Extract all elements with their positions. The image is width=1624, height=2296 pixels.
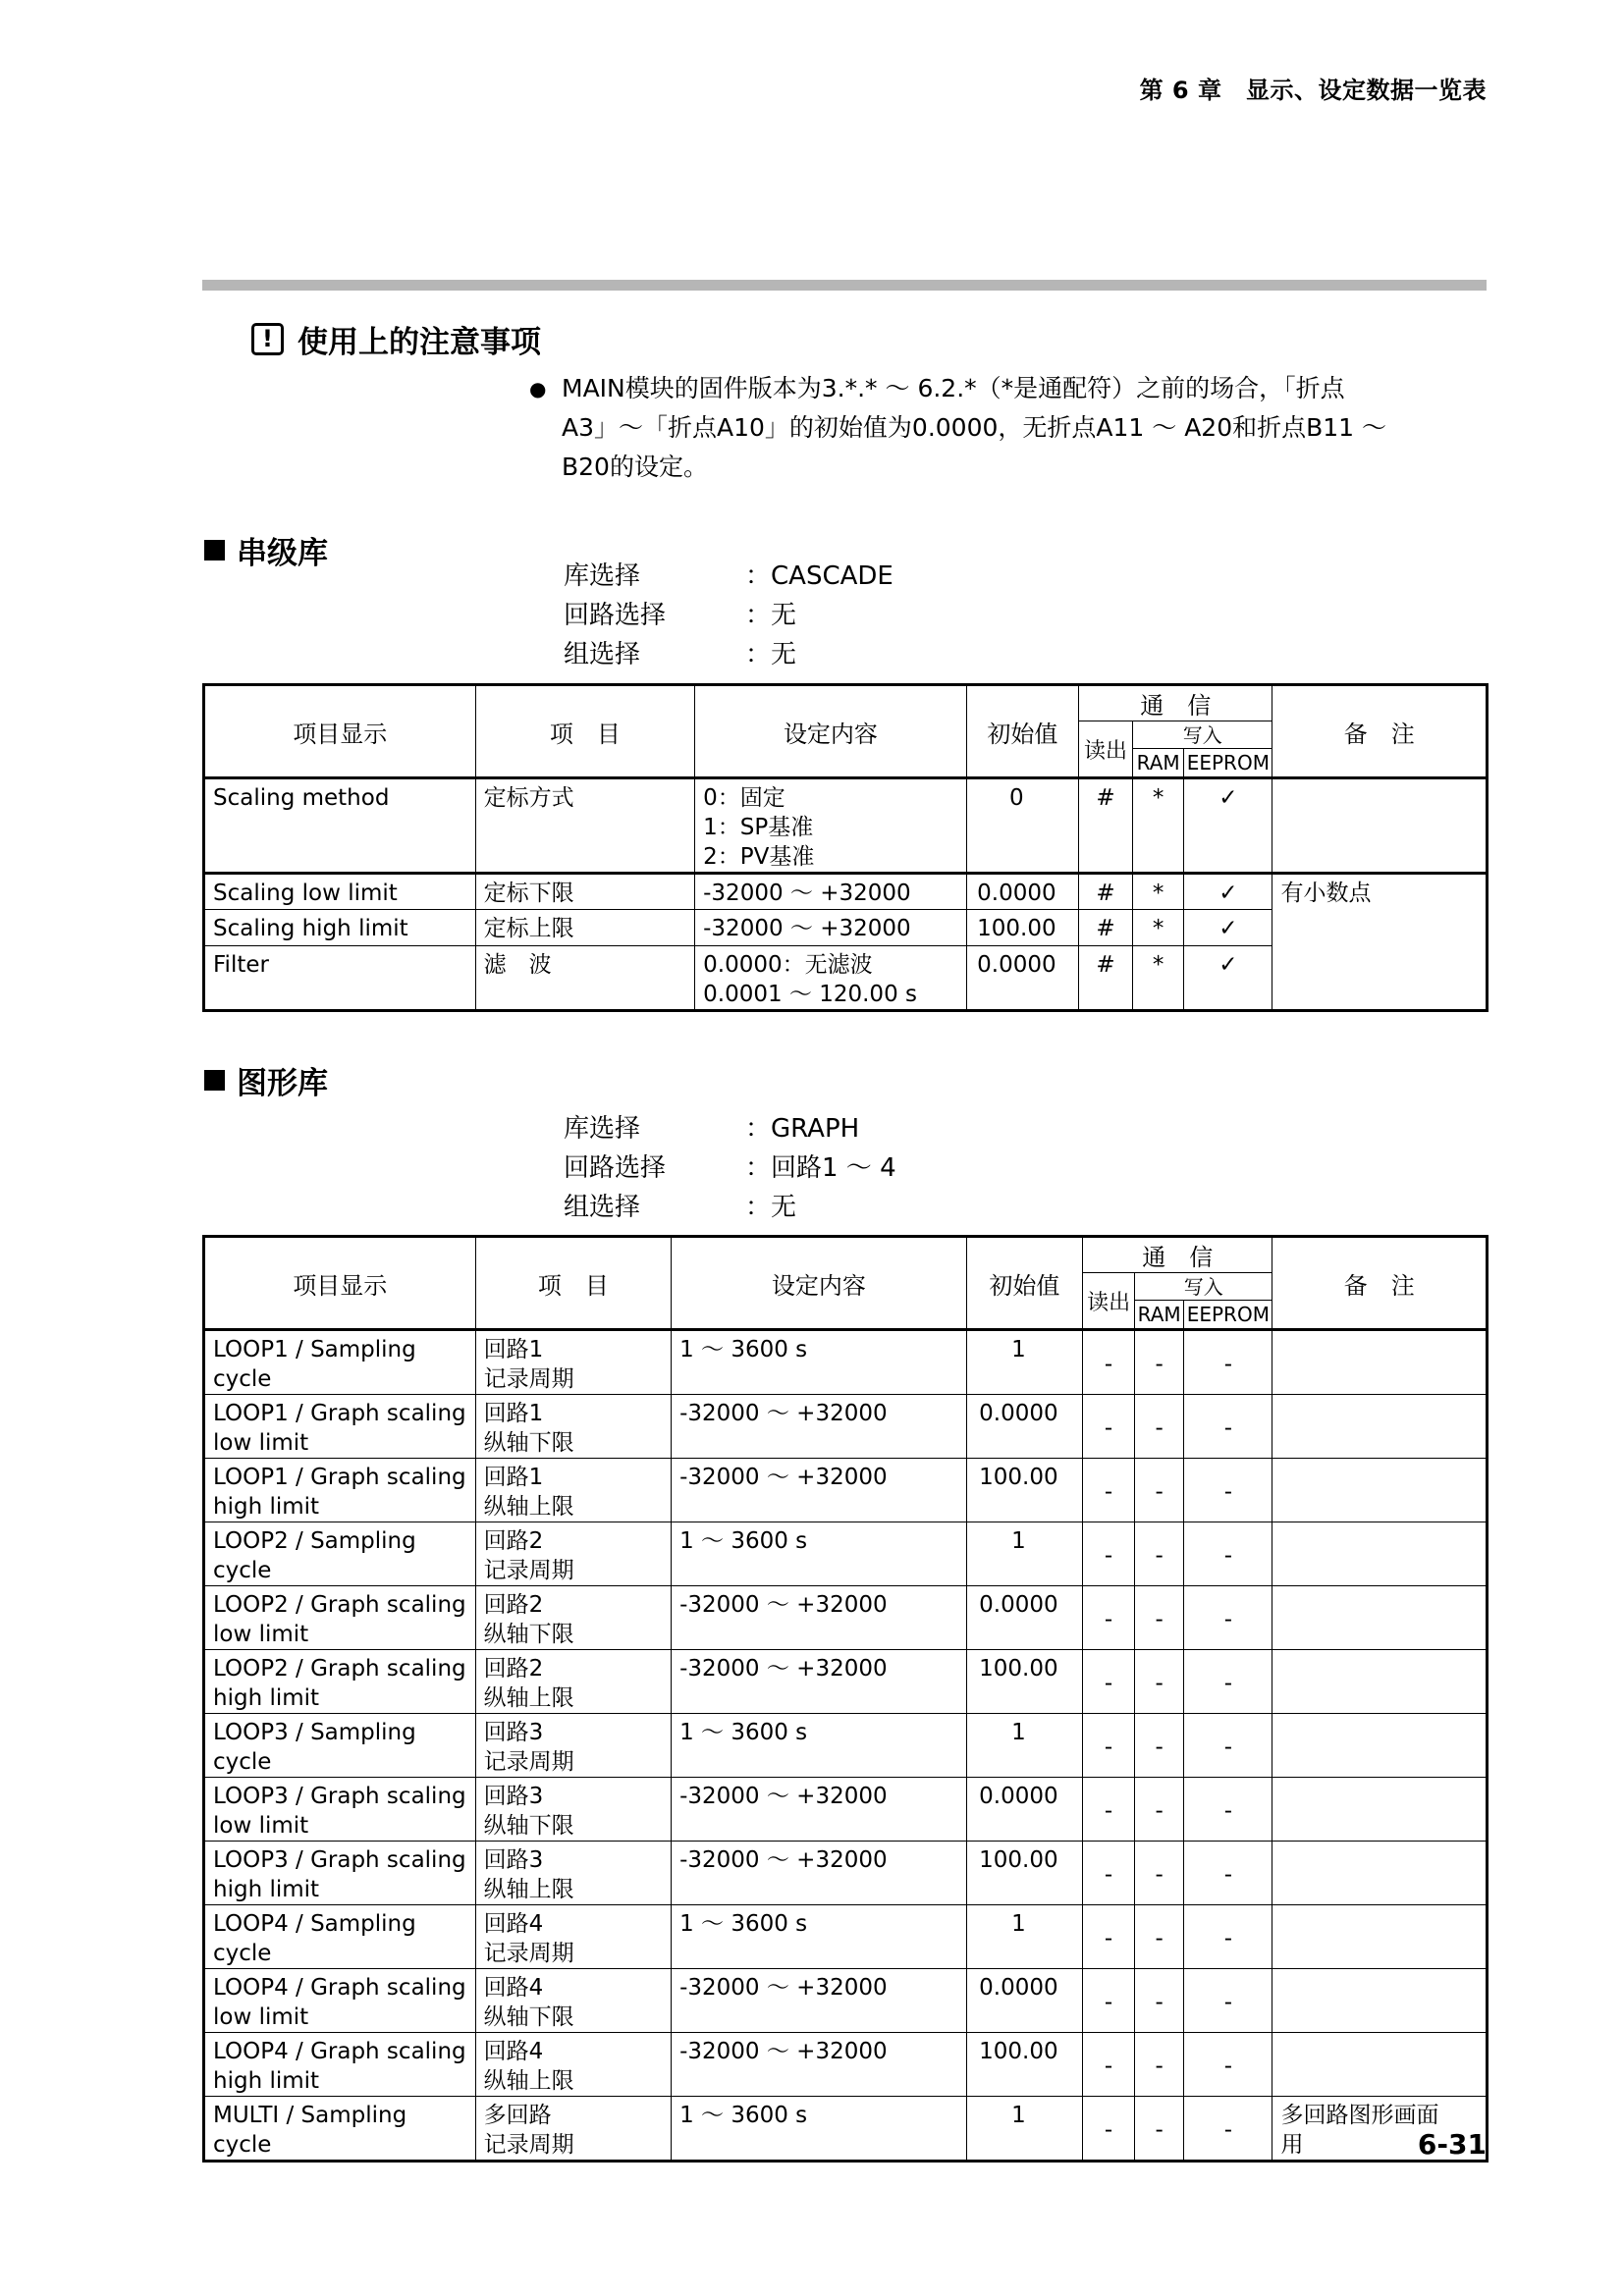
cell-remark — [1272, 1522, 1488, 1586]
cell-display-line: LOOP4 / Sampling — [213, 1911, 416, 1937]
graph-section-title — [204, 1060, 328, 1099]
cell-read: - — [1083, 1459, 1135, 1522]
cell-item — [475, 1969, 671, 2033]
cell-eeprom: ✓ — [1184, 946, 1272, 1011]
square-bullet-icon — [204, 540, 225, 561]
graph-selections — [564, 1109, 896, 1227]
cell-display — [204, 2033, 476, 2097]
cell-display-line: high limit — [213, 2068, 320, 2094]
cell-item-line: 回路3 — [483, 1784, 544, 1809]
cell-display-line: LOOP3 / Graph scaling — [213, 1784, 466, 1809]
cell-initial: 0.0000 — [966, 1395, 1082, 1459]
cell-ram: * — [1133, 778, 1184, 874]
col-header-read: 读出 — [1083, 1273, 1135, 1330]
cell-eeprom: - — [1184, 1522, 1272, 1586]
cell-initial: 100.00 — [966, 1459, 1082, 1522]
col-header-comm: 通 信 — [1079, 685, 1272, 721]
cell-display-line: cycle — [213, 2132, 272, 2158]
cell-remark — [1272, 1714, 1488, 1778]
cell-setting: 1 ～ 3600 s — [672, 1330, 967, 1395]
cell-display-line: LOOP1 / Graph scaling — [213, 1401, 466, 1426]
selection-value: ：GRAPH — [745, 1114, 860, 1144]
col-header-initial: 初始值 — [966, 685, 1078, 778]
cell-setting: 1 ～ 3600 s — [672, 1522, 967, 1586]
cell-item-line: 纵轴上限 — [483, 1877, 574, 1902]
cell-display — [204, 1522, 476, 1586]
cell-item-line: 回路4 — [483, 1975, 544, 2001]
cell-ram: - — [1135, 1330, 1184, 1395]
cell-setting: -32000 ～ +32000 — [672, 1395, 967, 1459]
cell-item-line: 纵轴上限 — [483, 1494, 574, 1520]
cell-item-line: 回路3 — [483, 1847, 544, 1873]
col-header-remark: 备 注 — [1272, 685, 1488, 778]
cell-setting: -32000 ～ +32000 — [672, 2033, 967, 2097]
cell-eeprom: - — [1184, 1778, 1272, 1842]
cell-item — [475, 2033, 671, 2097]
cell-display-line: LOOP2 / Sampling — [213, 1528, 416, 1554]
selection-label: 组选择 — [564, 640, 641, 669]
setting-line: 0：固定 — [703, 785, 785, 811]
chapter-header: 第 6 章 显示、设定数据一览表 — [1139, 77, 1487, 104]
cell-read: # — [1079, 874, 1133, 910]
cell-item — [475, 1778, 671, 1842]
table-row — [204, 1522, 1488, 1586]
cell-read: - — [1083, 1395, 1135, 1459]
cell-eeprom: - — [1184, 1586, 1272, 1650]
table-row — [204, 1714, 1488, 1778]
cell-eeprom: ✓ — [1184, 910, 1272, 946]
cell-ram: - — [1135, 1650, 1184, 1714]
selection-row — [564, 635, 893, 674]
selection-row — [564, 1188, 896, 1227]
col-header-item: 项 目 — [475, 1237, 671, 1330]
cell-display-line: high limit — [213, 1494, 320, 1520]
cell-eeprom: - — [1184, 1969, 1272, 2033]
cell-display — [204, 1586, 476, 1650]
col-header-comm: 通 信 — [1083, 1237, 1272, 1273]
graph-table — [202, 1235, 1489, 2163]
cell-read: - — [1083, 1330, 1135, 1395]
cell-display-line: low limit — [213, 1430, 309, 1456]
cascade-selections — [564, 557, 893, 674]
cell-item: 定标上限 — [475, 910, 695, 946]
section-title-text: 图形库 — [237, 1065, 328, 1101]
cell-remark — [1272, 778, 1488, 874]
cell-read: - — [1083, 1586, 1135, 1650]
cell-ram: - — [1135, 2033, 1184, 2097]
cell-ram: - — [1135, 1395, 1184, 1459]
cell-display-line: high limit — [213, 1877, 320, 1902]
cell-read: # — [1079, 778, 1133, 874]
selection-label: 库选择 — [564, 1114, 641, 1144]
cell-item: 定标下限 — [475, 874, 695, 910]
table-row — [204, 874, 1488, 910]
selection-label: 组选择 — [564, 1193, 641, 1222]
selection-value: ：无 — [745, 1193, 797, 1222]
cell-item — [475, 1459, 671, 1522]
cell-item-line: 记录周期 — [483, 1366, 574, 1392]
cell-item-line: 回路3 — [483, 1720, 544, 1745]
selection-label: 回路选择 — [564, 1153, 667, 1183]
cell-item — [475, 1330, 671, 1395]
col-header-display: 项目显示 — [204, 1237, 476, 1330]
cell-display — [204, 1330, 476, 1395]
cell-read: # — [1079, 910, 1133, 946]
cell-item — [475, 1522, 671, 1586]
cell-display — [204, 1395, 476, 1459]
cell-display-line: LOOP2 / Graph scaling — [213, 1656, 466, 1682]
col-header-item: 项 目 — [475, 685, 695, 778]
selection-row — [564, 1148, 896, 1188]
col-header-eeprom: EEPROM — [1184, 749, 1272, 778]
cell-item-line: 回路4 — [483, 1911, 544, 1937]
table-row — [204, 2033, 1488, 2097]
cell-ram: * — [1133, 910, 1184, 946]
cell-initial: 0.0000 — [966, 874, 1078, 910]
cell-display-line: LOOP1 / Sampling — [213, 1337, 416, 1362]
cell-initial: 1 — [966, 1522, 1082, 1586]
table-row — [204, 1650, 1488, 1714]
cell-eeprom: - — [1184, 1650, 1272, 1714]
cell-initial: 0.0000 — [966, 1778, 1082, 1842]
cell-item-line: 记录周期 — [483, 1558, 574, 1583]
selection-row — [564, 1109, 896, 1148]
cell-initial: 1 — [966, 1905, 1082, 1969]
cell-ram: * — [1133, 874, 1184, 910]
cell-read: - — [1083, 1842, 1135, 1905]
col-header-ram: RAM — [1133, 749, 1184, 778]
cell-item-line: 纵轴下限 — [483, 1622, 574, 1647]
cell-display-line: high limit — [213, 1685, 320, 1711]
col-header-setting: 设定内容 — [695, 685, 967, 778]
cell-display-line: low limit — [213, 2004, 309, 2030]
cell-ram: - — [1135, 1714, 1184, 1778]
cell-display — [204, 2097, 476, 2162]
cell-read: - — [1083, 1778, 1135, 1842]
cell-item — [475, 1586, 671, 1650]
cell-eeprom: ✓ — [1184, 874, 1272, 910]
cell-initial: 100.00 — [966, 1842, 1082, 1905]
cell-remark-line: 用 — [1280, 2132, 1304, 2158]
cell-ram: - — [1135, 1778, 1184, 1842]
table-row — [204, 1969, 1488, 2033]
table-row — [204, 778, 1488, 874]
cell-remark — [1272, 1650, 1488, 1714]
header-rule — [202, 280, 1487, 291]
cell-item — [475, 1714, 671, 1778]
selection-value: ：CASCADE — [745, 561, 893, 591]
cell-display — [204, 1778, 476, 1842]
selection-value: ：回路1 ～ 4 — [745, 1153, 896, 1183]
col-header-eeprom: EEPROM — [1184, 1301, 1272, 1330]
cell-initial: 1 — [966, 1714, 1082, 1778]
cell-remark — [1272, 1330, 1488, 1395]
cell-eeprom: - — [1184, 1459, 1272, 1522]
cell-display: Scaling method — [204, 778, 476, 874]
cell-remark-line: 多回路图形画面 — [1280, 2103, 1439, 2128]
cell-setting: -32000 ～ +32000 — [695, 874, 967, 910]
cell-ram: - — [1135, 1459, 1184, 1522]
col-header-write: 写入 — [1133, 721, 1272, 749]
col-header-read: 读出 — [1079, 721, 1133, 778]
cascade-table — [202, 683, 1489, 1012]
cell-read: - — [1083, 1969, 1135, 2033]
cell-item — [475, 1395, 671, 1459]
cell-remark — [1272, 1905, 1488, 1969]
cell-item — [475, 2097, 671, 2162]
cell-display — [204, 1650, 476, 1714]
cell-initial: 0 — [966, 778, 1078, 874]
setting-line: 0.0001 ～ 120.00 s — [703, 982, 917, 1007]
cell-item — [475, 1842, 671, 1905]
cell-ram: - — [1135, 2097, 1184, 2162]
cell-remark — [1272, 1459, 1488, 1522]
cell-display-line: cycle — [213, 1366, 272, 1392]
cell-read: # — [1079, 946, 1133, 1011]
cell-display-line: low limit — [213, 1622, 309, 1647]
cell-read: - — [1083, 1714, 1135, 1778]
section-title-text: 串级库 — [237, 535, 328, 571]
cell-setting: -32000 ～ +32000 — [672, 1586, 967, 1650]
table-row — [204, 2097, 1488, 2162]
cell-display — [204, 1714, 476, 1778]
cell-eeprom: - — [1184, 1330, 1272, 1395]
cell-initial: 1 — [966, 2097, 1082, 2162]
cell-display-line: LOOP1 / Graph scaling — [213, 1465, 466, 1490]
cell-item-line: 纵轴上限 — [483, 2068, 574, 2094]
cell-display — [204, 1969, 476, 2033]
cell-item-line: 回路2 — [483, 1528, 544, 1554]
cell-item-line: 回路2 — [483, 1592, 544, 1618]
col-header-setting: 设定内容 — [672, 1237, 967, 1330]
cell-initial: 0.0000 — [966, 1586, 1082, 1650]
page-number: 6-31 — [1417, 2128, 1487, 2161]
cell-display-line: cycle — [213, 1558, 272, 1583]
cell-eeprom: - — [1184, 2033, 1272, 2097]
cell-initial: 0.0000 — [966, 1969, 1082, 2033]
cell-read: - — [1083, 1905, 1135, 1969]
cell-item — [475, 1905, 671, 1969]
cell-initial: 100.00 — [966, 910, 1078, 946]
setting-line: 1：SP基准 — [703, 815, 814, 840]
cell-ram: - — [1135, 1905, 1184, 1969]
col-header-display: 项目显示 — [204, 685, 476, 778]
cell-eeprom: - — [1184, 1842, 1272, 1905]
cell-item-line: 纵轴下限 — [483, 1813, 574, 1839]
cell-ram: - — [1135, 1586, 1184, 1650]
cell-item — [475, 1650, 671, 1714]
square-bullet-icon — [204, 1070, 225, 1091]
cell-display-line: cycle — [213, 1749, 272, 1775]
cell-display — [204, 1842, 476, 1905]
cell-display-line: LOOP2 / Graph scaling — [213, 1592, 466, 1618]
table-row — [204, 1459, 1488, 1522]
col-header-remark: 备 注 — [1272, 1237, 1488, 1330]
cell-display-line: MULTI / Sampling — [213, 2103, 407, 2128]
selection-value: ：无 — [745, 601, 797, 630]
table-row — [204, 1395, 1488, 1459]
table-row — [204, 1330, 1488, 1395]
cell-read: - — [1083, 1650, 1135, 1714]
cell-display-line: LOOP3 / Sampling — [213, 1720, 416, 1745]
cell-initial: 100.00 — [966, 2033, 1082, 2097]
cell-item-line: 纵轴下限 — [483, 1430, 574, 1456]
cell-read: - — [1083, 1522, 1135, 1586]
cell-setting: 1 ～ 3600 s — [672, 1905, 967, 1969]
notice-line: A3」～「折点A10」的初始值为0.0000，无折点A11 ～ A20和折点B11 ～ — [562, 413, 1387, 442]
cell-remark — [1272, 1842, 1488, 1905]
col-header-ram: RAM — [1135, 1301, 1184, 1330]
exclamation-icon: ! — [251, 323, 284, 355]
cell-display-line: LOOP4 / Graph scaling — [213, 1975, 466, 2001]
notice-title: 使用上的注意事项 — [298, 324, 541, 360]
cell-item-line: 回路1 — [483, 1337, 544, 1362]
cell-item: 滤 波 — [475, 946, 695, 1011]
cell-ram: - — [1135, 1522, 1184, 1586]
cell-eeprom: - — [1184, 2097, 1272, 2162]
cell-display-line: LOOP4 / Graph scaling — [213, 2039, 466, 2064]
cell-ram: - — [1135, 1969, 1184, 2033]
setting-line: 2：PV基准 — [703, 844, 815, 870]
cell-item-line: 记录周期 — [483, 1941, 574, 1966]
cell-item-line: 回路1 — [483, 1401, 544, 1426]
table-row — [204, 1778, 1488, 1842]
cell-display — [204, 1905, 476, 1969]
col-header-write: 写入 — [1135, 1273, 1272, 1301]
cell-item-line: 记录周期 — [483, 1749, 574, 1775]
cell-display — [204, 1459, 476, 1522]
table-row — [204, 1905, 1488, 1969]
cell-remark: 有小数点 — [1272, 874, 1488, 1011]
cell-setting: 1 ～ 3600 s — [672, 1714, 967, 1778]
col-header-initial: 初始值 — [966, 1237, 1082, 1330]
cell-read: - — [1083, 2097, 1135, 2162]
selection-label: 库选择 — [564, 561, 641, 591]
cell-eeprom: - — [1184, 1905, 1272, 1969]
cell-item-line: 回路4 — [483, 2039, 544, 2064]
cascade-section-title — [204, 530, 328, 569]
cell-remark — [1272, 1969, 1488, 2033]
cell-setting — [695, 946, 967, 1011]
cell-item-line: 纵轴下限 — [483, 2004, 574, 2030]
cell-remark — [1272, 1586, 1488, 1650]
cell-initial: 100.00 — [966, 1650, 1082, 1714]
table-row — [204, 1842, 1488, 1905]
cell-setting: 1 ～ 3600 s — [672, 2097, 967, 2162]
cell-eeprom: - — [1184, 1395, 1272, 1459]
cell-setting: -32000 ～ +32000 — [672, 1459, 967, 1522]
cell-item-line: 多回路 — [483, 2103, 552, 2128]
cell-ram: * — [1133, 946, 1184, 1011]
setting-line: 0.0000：无滤波 — [703, 952, 873, 978]
table-row — [204, 1586, 1488, 1650]
cell-setting: -32000 ～ +32000 — [672, 1778, 967, 1842]
graph-table-body — [204, 1330, 1488, 2162]
cell-read: - — [1083, 2033, 1135, 2097]
cell-item-line: 回路2 — [483, 1656, 544, 1682]
cell-initial: 0.0000 — [966, 946, 1078, 1011]
selection-row — [564, 557, 893, 596]
selection-row — [564, 596, 893, 635]
cell-display-line: cycle — [213, 1941, 272, 1966]
cell-eeprom: - — [1184, 1714, 1272, 1778]
cell-display: Scaling low limit — [204, 874, 476, 910]
cell-eeprom: ✓ — [1184, 778, 1272, 874]
selection-label: 回路选择 — [564, 601, 667, 630]
bullet-icon: ● — [529, 377, 547, 400]
cell-item-line: 纵轴上限 — [483, 1685, 574, 1711]
cell-initial: 1 — [966, 1330, 1082, 1395]
notice-line: B20的设定。 — [562, 453, 708, 481]
cell-remark — [1272, 2033, 1488, 2097]
cell-display: Filter — [204, 946, 476, 1011]
cell-remark — [1272, 1778, 1488, 1842]
cell-display-line: LOOP3 / Graph scaling — [213, 1847, 466, 1873]
cell-display: Scaling high limit — [204, 910, 476, 946]
cell-display-line: low limit — [213, 1813, 309, 1839]
cell-setting — [695, 778, 967, 874]
cell-item-line: 记录周期 — [483, 2132, 574, 2158]
cell-remark — [1272, 1395, 1488, 1459]
notice-line: MAIN模块的固件版本为3.*.* ～ 6.2.*（*是通配符）之前的场合，「折点 — [562, 374, 1345, 402]
cell-ram: - — [1135, 1842, 1184, 1905]
cell-setting: -32000 ～ +32000 — [672, 1650, 967, 1714]
cell-item-line: 回路1 — [483, 1465, 544, 1490]
cell-setting: -32000 ～ +32000 — [672, 1842, 967, 1905]
cell-setting: -32000 ～ +32000 — [672, 1969, 967, 2033]
notice-heading — [251, 319, 541, 358]
selection-value: ：无 — [745, 640, 797, 669]
cell-setting: -32000 ～ +32000 — [695, 910, 967, 946]
notice-body — [529, 369, 1489, 487]
cell-item: 定标方式 — [475, 778, 695, 874]
